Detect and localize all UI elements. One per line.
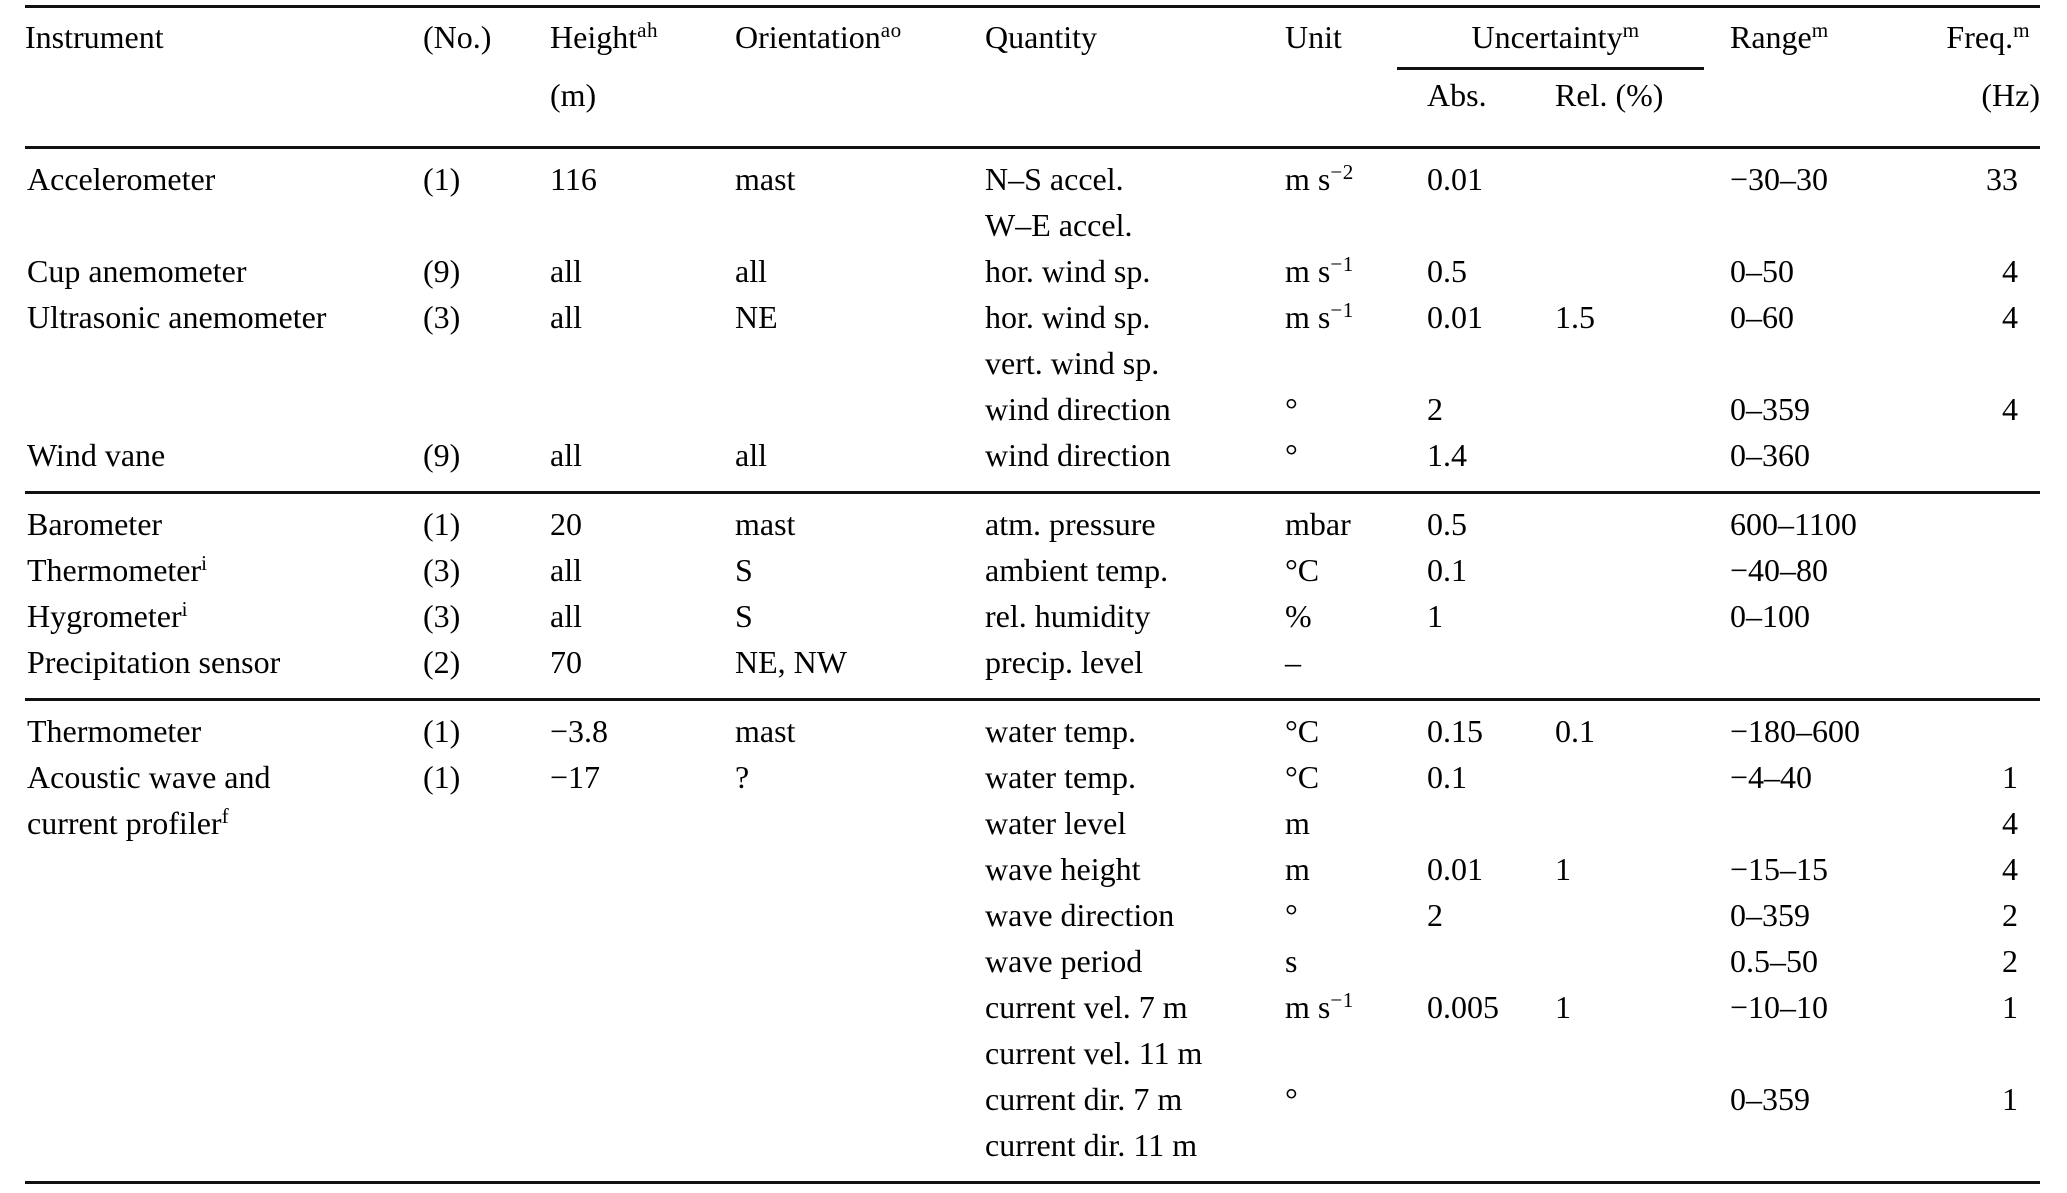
cell-unit: [1285, 340, 1427, 386]
instrument-table: [25, 5, 2040, 1184]
col-header-unit: [1285, 7, 1427, 61]
cell-instrument: [25, 593, 423, 639]
table-row: [25, 432, 2040, 493]
table-row: [25, 547, 2040, 593]
cell-range: [1730, 800, 1945, 846]
col-header-orientation: [735, 7, 985, 61]
cell-abs: 0.5: [1427, 253, 1467, 289]
cell-quantity: atm. pressure: [985, 506, 1156, 542]
table-row: [25, 493, 2040, 548]
cell-freq: [1945, 639, 2040, 700]
cell-height: [550, 1076, 735, 1122]
cell-range: [1730, 202, 1945, 248]
table-row: [25, 294, 2040, 340]
cell-orientation: [735, 1122, 985, 1183]
col-header-quantity: [985, 7, 1285, 61]
cell-abs: 1: [1427, 598, 1443, 634]
cell-rel: [1555, 386, 1730, 432]
cell-orientation: [735, 1076, 985, 1122]
cell-orientation: all: [735, 253, 767, 289]
cell-abs: 0.1: [1427, 759, 1467, 795]
cell-unit: °C: [1285, 713, 1320, 749]
cell-orientation: S: [735, 552, 753, 588]
cell-height: all: [550, 253, 582, 289]
cell-orientation: [735, 892, 985, 938]
table-row: [25, 248, 2040, 294]
cell-range: −10–10: [1730, 989, 1829, 1025]
cell-freq: [1945, 700, 2040, 755]
cell-orientation: mast: [735, 161, 796, 197]
cell-instrument: [25, 1030, 423, 1076]
col-header-freq: [1945, 7, 2040, 61]
cell-orientation: [735, 1030, 985, 1076]
cell-instrument: Thermometer: [27, 713, 202, 749]
cell-unit: m: [1285, 851, 1310, 887]
cell-text: Thermometer: [27, 552, 202, 588]
superscript: −1: [1330, 298, 1354, 322]
header-label: Uncertainty: [1471, 19, 1623, 55]
cell-no: [423, 386, 550, 432]
cell-orientation: NE: [735, 299, 778, 335]
cell-freq: [1945, 1030, 2040, 1076]
header-label: (No.): [423, 19, 492, 55]
cell-height: [550, 846, 735, 892]
cell-orientation: mast: [735, 713, 796, 749]
header-row-2: [25, 60, 2040, 148]
cell-instrument: [25, 1076, 423, 1122]
cell-orientation: mast: [735, 506, 796, 542]
cell-instrument: [25, 202, 423, 248]
col-header-abs: [1427, 60, 1555, 148]
cell-instrument: Acoustic wave and: [27, 759, 271, 795]
cell-height: 116: [550, 161, 597, 197]
cell-no: [423, 1122, 550, 1183]
cell-text: current profiler: [27, 805, 222, 841]
header-label: Orientation: [735, 19, 881, 55]
cell-height: [550, 1122, 735, 1183]
cell-no: (2): [423, 644, 461, 680]
cell-orientation: NE, NW: [735, 644, 847, 680]
cell-rel: [1555, 938, 1730, 984]
cell-quantity: current vel. 7 m: [985, 989, 1188, 1025]
cell-height: [550, 938, 735, 984]
cell-quantity: hor. wind sp.: [985, 253, 1151, 289]
table-row: [25, 1122, 2040, 1183]
cell-abs: 0.01: [1427, 161, 1483, 197]
cell-no: [423, 892, 550, 938]
cell-instrument: Accelerometer: [27, 161, 216, 197]
cell-rel: [1555, 148, 1730, 203]
cell-unit: s: [1285, 943, 1298, 979]
cell-freq: [1945, 340, 2040, 386]
cell-instrument: [25, 892, 423, 938]
cell-unit: [1285, 984, 1427, 1030]
table-row: [25, 639, 2040, 700]
cell-range: 0–60: [1730, 299, 1794, 335]
cell-range: [1730, 1030, 1945, 1076]
header-row-1: [25, 7, 2040, 61]
cell-orientation: [735, 386, 985, 432]
table-row: [25, 148, 2040, 203]
cell-orientation: S: [735, 598, 753, 634]
cell-quantity: wave height: [985, 851, 1141, 887]
cell-freq: 4: [2002, 805, 2018, 841]
cell-abs: 2: [1427, 897, 1443, 933]
col-header-uncertainty: [1427, 7, 1730, 61]
col-header-no: [423, 7, 550, 61]
cell-range: 0–359: [1730, 897, 1810, 933]
cell-quantity: water temp.: [985, 759, 1137, 795]
cell-height: [550, 892, 735, 938]
cell-height: −3.8: [550, 713, 609, 749]
cell-unit: °: [1285, 897, 1298, 933]
cell-unit: [1285, 202, 1427, 248]
cell-rel: [1555, 1122, 1730, 1183]
cell-no: (1): [423, 161, 461, 197]
cell-abs: [1427, 639, 1555, 700]
cell-abs: 0.01: [1427, 299, 1483, 335]
cell-quantity: wave direction: [985, 897, 1175, 933]
col-header-freq-unit: [1945, 60, 2040, 148]
cell-abs: [1427, 1030, 1555, 1076]
cell-no: (1): [423, 506, 461, 542]
cell-quantity: precip. level: [985, 644, 1144, 680]
cell-no: [423, 938, 550, 984]
cell-abs: 0.01: [1427, 851, 1483, 887]
cell-quantity: current dir. 7 m: [985, 1081, 1183, 1117]
cell-range: [1730, 1122, 1945, 1183]
cell-freq: [1945, 593, 2040, 639]
superscript: −2: [1330, 160, 1354, 184]
footnote-marker: m: [2013, 18, 2030, 42]
cell-height: all: [550, 299, 582, 335]
cell-rel: [1555, 248, 1730, 294]
header-label: Abs.: [1427, 77, 1487, 113]
cell-no: (9): [423, 437, 461, 473]
header-label: (Hz): [1981, 77, 2040, 113]
cell-unit: [1285, 148, 1427, 203]
cell-range: −4–40: [1730, 759, 1813, 795]
cell-freq: [1945, 202, 2040, 248]
cell-height: 70: [550, 644, 582, 680]
cell-abs: 0.15: [1427, 713, 1483, 749]
col-header-height-unit: [550, 60, 735, 148]
cell-unit: °C: [1285, 552, 1320, 588]
cell-abs: [1427, 340, 1555, 386]
header-label: (m): [550, 77, 597, 113]
cell-rel: 1.5: [1555, 299, 1595, 335]
cell-unit: [1285, 294, 1427, 340]
cell-orientation: [735, 202, 985, 248]
cell-freq: 2: [2002, 897, 2018, 933]
header-label: Height: [550, 19, 638, 55]
cell-orientation: [735, 984, 985, 1030]
col-header-height: [550, 7, 735, 61]
header-label: Freq.: [1946, 19, 2014, 55]
cell-instrument: Ultrasonic anemometer: [27, 299, 327, 335]
cell-orientation: [735, 846, 985, 892]
cell-rel: [1555, 1076, 1730, 1122]
cell-freq: 4: [2002, 391, 2018, 427]
cell-range: 600–1100: [1730, 506, 1857, 542]
cell-range: 0–100: [1730, 598, 1810, 634]
cell-range: 0.5–50: [1730, 943, 1818, 979]
table-section-2: [25, 493, 2040, 700]
cell-height: [550, 386, 735, 432]
cell-quantity: current vel. 11 m: [985, 1035, 1203, 1071]
cell-freq: [1945, 547, 2040, 593]
cell-height: [550, 984, 735, 1030]
cell-abs: [1427, 1122, 1555, 1183]
table-section-1: [25, 148, 2040, 493]
cell-instrument: [25, 846, 423, 892]
cell-unit: °: [1285, 437, 1298, 473]
header-label: Quantity: [985, 19, 1097, 55]
cell-range: 0–359: [1730, 1081, 1810, 1117]
table-row: [25, 202, 2040, 248]
cell-text: m s: [1285, 161, 1331, 197]
cell-freq: 4: [2002, 851, 2018, 887]
cell-no: [423, 1030, 550, 1076]
superscript: i: [201, 551, 208, 575]
cell-rel: [1555, 547, 1730, 593]
cell-range: −15–15: [1730, 851, 1829, 887]
cell-quantity: rel. humidity: [985, 598, 1151, 634]
cell-unit: [1285, 1030, 1427, 1076]
cell-instrument: [25, 340, 423, 386]
cell-height: all: [550, 598, 582, 634]
superscript: −1: [1330, 988, 1354, 1012]
cell-text: m s: [1285, 989, 1331, 1025]
cell-orientation: all: [735, 437, 767, 473]
cell-rel: [1555, 1030, 1730, 1076]
cell-orientation: ?: [735, 759, 750, 795]
cell-height: −17: [550, 759, 601, 795]
cell-height: 20: [550, 506, 582, 542]
cell-quantity: ambient temp.: [985, 552, 1169, 588]
table-row: [25, 1076, 2040, 1122]
cell-range: [1730, 340, 1945, 386]
cell-quantity: wave period: [985, 943, 1143, 979]
cell-no: (3): [423, 299, 461, 335]
cell-rel: [1555, 593, 1730, 639]
cell-unit: mbar: [1285, 506, 1351, 542]
cell-text: Hygrometer: [27, 598, 182, 634]
col-header-range: [1730, 7, 1945, 61]
cell-no: [423, 340, 550, 386]
col-header-instrument: [25, 7, 423, 61]
cell-range: −180–600: [1730, 713, 1861, 749]
cell-instrument: Cup anemometer: [27, 253, 247, 289]
cell-freq: [1945, 1122, 2040, 1183]
cell-no: [423, 846, 550, 892]
cell-orientation: [735, 340, 985, 386]
cell-abs: [1427, 1076, 1555, 1122]
cell-quantity: water temp.: [985, 713, 1137, 749]
cell-rel: 1: [1555, 989, 1571, 1025]
cell-no: (9): [423, 253, 461, 289]
cell-no: (3): [423, 552, 461, 588]
cell-range: −40–80: [1730, 552, 1829, 588]
footnote-marker: ao: [880, 18, 902, 42]
table-row: [25, 938, 2040, 984]
table-row: [25, 846, 2040, 892]
cell-orientation: [735, 938, 985, 984]
cell-no: [423, 202, 550, 248]
cell-instrument: [25, 938, 423, 984]
cell-range: 0–359: [1730, 391, 1810, 427]
cell-quantity: hor. wind sp.: [985, 299, 1151, 335]
cell-quantity: wind direction: [985, 437, 1171, 473]
cell-abs: [1427, 202, 1555, 248]
table-row: [25, 593, 2040, 639]
footnote-marker: m: [1622, 18, 1640, 42]
cell-abs: 1.4: [1427, 437, 1467, 473]
cell-quantity: current dir. 11 m: [985, 1127, 1198, 1163]
cell-instrument: [25, 1122, 423, 1183]
cell-unit: –: [1285, 644, 1301, 680]
header-label: Rel. (%): [1555, 77, 1664, 113]
superscript: f: [221, 804, 230, 828]
cell-abs: [1427, 938, 1555, 984]
cell-height: [550, 202, 735, 248]
cell-rel: [1555, 754, 1730, 800]
cell-freq: 33: [1986, 161, 2018, 197]
cell-range: 0–360: [1730, 437, 1810, 473]
cell-unit: [1285, 248, 1427, 294]
cell-freq: 1: [2002, 1081, 2018, 1117]
cell-rel: [1555, 493, 1730, 548]
cell-instrument: [25, 386, 423, 432]
cell-instrument: Wind vane: [27, 437, 166, 473]
cell-instrument: [25, 547, 423, 593]
cell-rel: [1555, 340, 1730, 386]
cell-rel: 0.1: [1555, 713, 1595, 749]
header-label: Instrument: [25, 19, 164, 55]
cell-no: (1): [423, 759, 461, 795]
cell-range: −30–30: [1730, 161, 1829, 197]
header-label: Unit: [1285, 19, 1342, 55]
cell-unit: °: [1285, 1081, 1298, 1117]
table-row: [25, 800, 2040, 846]
cell-instrument: [25, 984, 423, 1030]
table-header: [25, 7, 2040, 148]
cell-freq: [1945, 493, 2040, 548]
cell-unit: m: [1285, 805, 1310, 841]
cell-unit: %: [1285, 598, 1312, 634]
cell-rel: [1555, 892, 1730, 938]
uncertainty-span-rule: [1397, 67, 1704, 70]
cell-instrument: Barometer: [27, 506, 163, 542]
cell-range: [1730, 639, 1945, 700]
footnote-marker: ah: [637, 18, 659, 42]
cell-quantity: wind direction: [985, 391, 1171, 427]
table-row: [25, 984, 2040, 1030]
header-label: Range: [1730, 19, 1812, 55]
cell-no: (1): [423, 713, 461, 749]
cell-text: m s: [1285, 299, 1331, 335]
cell-instrument: [25, 800, 423, 846]
table-row: [25, 754, 2040, 800]
footnote-marker: m: [1811, 18, 1829, 42]
cell-unit: °: [1285, 391, 1298, 427]
cell-freq: 4: [2002, 253, 2018, 289]
col-header-rel: [1555, 60, 1730, 148]
cell-no: [423, 1076, 550, 1122]
cell-range: 0–50: [1730, 253, 1794, 289]
cell-no: [423, 800, 550, 846]
cell-freq: 4: [2002, 299, 2018, 335]
cell-freq: 2: [2002, 943, 2018, 979]
cell-height: all: [550, 437, 582, 473]
cell-abs: 2: [1427, 391, 1443, 427]
table-row: [25, 340, 2040, 386]
cell-instrument: Precipitation sensor: [27, 644, 281, 680]
cell-height: [550, 800, 735, 846]
cell-abs: [1427, 800, 1555, 846]
table-row: [25, 892, 2040, 938]
cell-abs: 0.005: [1427, 989, 1499, 1025]
cell-unit: [1285, 1122, 1427, 1183]
table-row: [25, 1030, 2040, 1076]
cell-rel: [1555, 800, 1730, 846]
cell-quantity: water level: [985, 805, 1127, 841]
table-section-3: [25, 700, 2040, 1183]
superscript: i: [181, 597, 188, 621]
cell-unit: °C: [1285, 759, 1320, 795]
cell-quantity: N–S accel.: [985, 161, 1124, 197]
cell-quantity: W–E accel.: [985, 207, 1133, 243]
table-row: [25, 700, 2040, 755]
cell-height: all: [550, 552, 582, 588]
cell-rel: [1555, 202, 1730, 248]
cell-rel: [1555, 639, 1730, 700]
cell-abs: 0.5: [1427, 506, 1467, 542]
cell-rel: 1: [1555, 851, 1571, 887]
cell-rel: [1555, 432, 1730, 493]
superscript: −1: [1330, 252, 1354, 276]
cell-no: [423, 984, 550, 1030]
cell-abs: 0.1: [1427, 552, 1467, 588]
cell-no: (3): [423, 598, 461, 634]
table-row: [25, 386, 2040, 432]
cell-freq: 1: [2002, 759, 2018, 795]
cell-freq: 1: [2002, 989, 2018, 1025]
cell-height: [550, 340, 735, 386]
cell-quantity: vert. wind sp.: [985, 345, 1160, 381]
cell-freq: [1945, 432, 2040, 493]
cell-orientation: [735, 800, 985, 846]
cell-text: m s: [1285, 253, 1331, 289]
cell-height: [550, 1030, 735, 1076]
